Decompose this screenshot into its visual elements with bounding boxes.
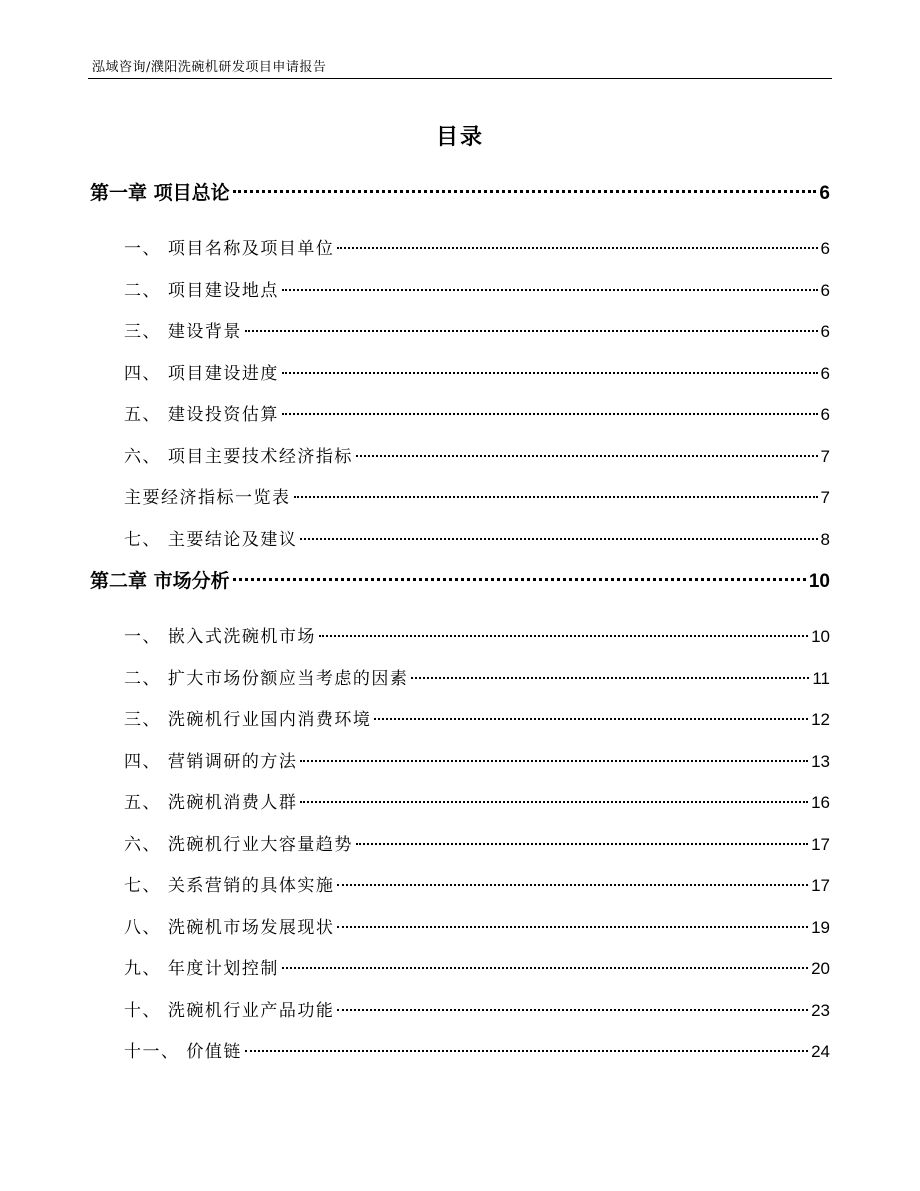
dot-leader	[300, 801, 808, 803]
toc-page-number: 7	[820, 488, 830, 507]
toc-page-number: 16	[811, 793, 830, 812]
toc-page-number: 6	[820, 280, 830, 300]
toc-chapter-2[interactable]	[90, 566, 830, 608]
toc-entry[interactable]	[90, 276, 830, 318]
toc-entry-label: 九、 年度计划控制	[124, 959, 279, 979]
toc-entry[interactable]	[90, 954, 830, 996]
toc-entry-label: 八、 洗碗机市场发展现状	[124, 917, 335, 938]
toc-entry[interactable]	[90, 1037, 830, 1079]
toc-page-number: 10	[811, 627, 830, 646]
toc-entry[interactable]	[90, 483, 830, 525]
table-of-contents	[90, 178, 830, 1079]
dot-leader	[282, 413, 818, 415]
toc-entry[interactable]	[90, 996, 830, 1038]
toc-page-number: 11	[812, 668, 830, 688]
toc-entry-label: 第一章 项目总论	[90, 182, 230, 204]
running-header: 泓域咨询/濮阳洗碗机研发项目申请报告	[92, 60, 327, 75]
toc-entry-label: 十一、 价值链	[124, 1042, 242, 1062]
dot-leader	[282, 372, 818, 374]
toc-entry-label: 四、 营销调研的方法	[124, 751, 298, 772]
toc-entry-label: 一、 嵌入式洗碗机市场	[124, 627, 316, 647]
dot-leader	[233, 190, 817, 193]
toc-entry-label: 七、 关系营销的具体实施	[124, 876, 335, 896]
dot-leader	[356, 455, 818, 457]
toc-entry[interactable]	[90, 400, 830, 442]
toc-entry-label: 五、 建设投资估算	[124, 405, 279, 425]
toc-entry-label: 三、 洗碗机行业国内消费环境	[124, 710, 372, 730]
toc-entry[interactable]	[90, 747, 830, 789]
toc-entry-label: 四、 项目建设进度	[124, 363, 279, 384]
toc-entry-label: 第二章 市场分析	[90, 570, 230, 592]
dot-leader	[337, 247, 817, 249]
toc-entry-label: 一、 项目名称及项目单位	[124, 239, 335, 259]
toc-entry-label: 主要经济指标一览表	[124, 488, 291, 508]
toc-entry[interactable]	[90, 830, 830, 872]
dot-leader	[374, 718, 808, 720]
toc-page-number: 23	[811, 1000, 830, 1020]
toc-entry-label: 二、 扩大市场份额应当考虑的因素	[124, 668, 409, 689]
dot-leader	[337, 926, 808, 928]
toc-page-number: 7	[820, 446, 830, 466]
dot-leader	[337, 1009, 808, 1011]
toc-entry[interactable]	[90, 317, 830, 359]
dot-leader	[411, 677, 809, 679]
toc-page-number: 24	[811, 1042, 830, 1061]
dot-leader	[319, 635, 808, 637]
toc-page-number: 6	[820, 239, 830, 258]
dot-leader	[300, 760, 808, 762]
toc-entry-label: 七、 主要结论及建议	[124, 529, 298, 550]
toc-entry-label: 五、 洗碗机消费人群	[124, 793, 298, 813]
toc-entry[interactable]	[90, 525, 830, 567]
toc-entry-label: 六、 项目主要技术经济指标	[124, 446, 353, 467]
dot-leader	[300, 538, 817, 540]
toc-page-number: 6	[820, 405, 830, 424]
toc-entry[interactable]	[90, 871, 830, 913]
toc-entry-label: 三、 建设背景	[124, 322, 242, 342]
toc-entry[interactable]	[90, 705, 830, 747]
toc-page-number: 6	[820, 363, 830, 383]
toc-entry-label: 六、 洗碗机行业大容量趋势	[124, 834, 353, 855]
toc-page-number: 17	[811, 876, 830, 895]
toc-page-number: 10	[808, 571, 830, 592]
toc-entry[interactable]	[90, 913, 830, 955]
dot-leader	[282, 289, 818, 291]
toc-page-number: 17	[811, 834, 830, 854]
dot-leader	[245, 330, 818, 332]
toc-entry[interactable]	[90, 788, 830, 830]
toc-entry-label: 十、 洗碗机行业产品功能	[124, 1000, 335, 1021]
toc-chapter-1[interactable]	[90, 178, 830, 220]
toc-entry[interactable]	[90, 664, 830, 706]
dot-leader	[356, 843, 808, 845]
toc-page-number: 12	[811, 710, 830, 729]
toc-page-number: 20	[811, 959, 830, 978]
toc-page-number: 8	[820, 529, 830, 549]
dot-leader	[337, 884, 808, 886]
header-rule	[88, 78, 832, 79]
dot-leader	[294, 496, 818, 498]
toc-page-number: 6	[820, 322, 830, 341]
toc-page-number: 19	[811, 917, 830, 937]
dot-leader	[233, 578, 806, 581]
toc-entry-label: 二、 项目建设地点	[124, 280, 279, 301]
toc-page-number: 6	[819, 183, 830, 204]
toc-entry[interactable]	[90, 234, 830, 276]
dot-leader	[282, 967, 808, 969]
toc-entry[interactable]	[90, 359, 830, 401]
toc-entry[interactable]	[90, 622, 830, 664]
toc-page-number: 13	[811, 751, 830, 771]
toc-title: 目录	[435, 125, 484, 150]
dot-leader	[245, 1050, 808, 1052]
toc-entry[interactable]	[90, 442, 830, 484]
